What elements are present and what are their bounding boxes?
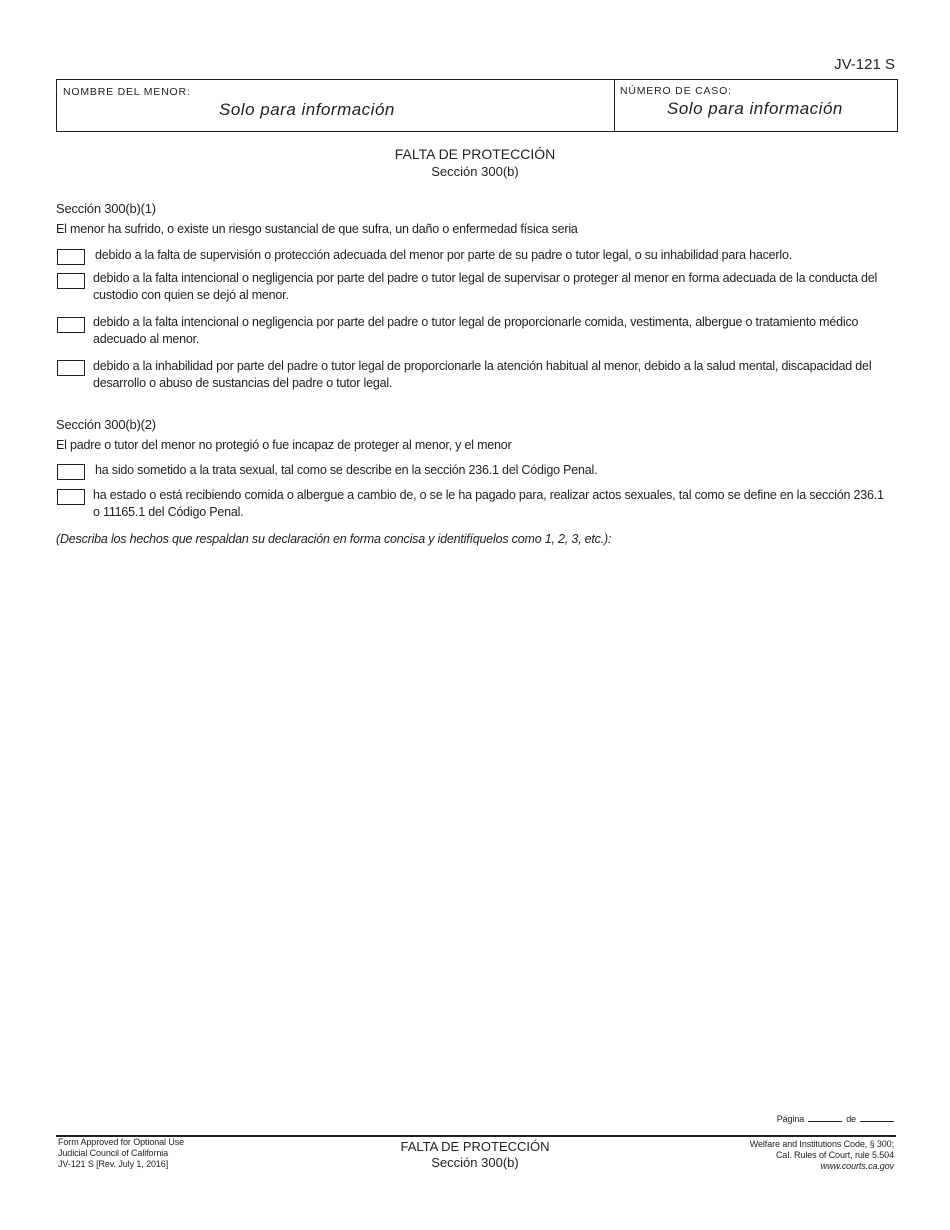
page-subtitle: Sección 300(b): [431, 164, 519, 179]
footer-revision: JV-121 S [Rev. July 1, 2016]: [58, 1159, 169, 1169]
footer-rule-ref: Cal. Rules of Court, rule 5.504: [776, 1150, 894, 1160]
case-number-label: NÚMERO DE CASO:: [620, 85, 732, 97]
footer-title: FALTA DE PROTECCIÓN: [400, 1139, 550, 1154]
footer-approval: Form Approved for Optional Use: [58, 1137, 185, 1147]
footer-website-link[interactable]: www.courts.ca.gov: [820, 1161, 894, 1171]
total-pages-field[interactable]: [860, 1112, 894, 1122]
section2-item2: ha estado o está recibiendo comida o albergue a cambio de, o se le ha pagado para, realizar actos sexuales, tal como se define en la sección 236.1 o 11165.1 del Código Penal.: [93, 488, 884, 519]
footer-council: Judicial Council of California: [58, 1148, 169, 1158]
form-number: JV-121 S: [834, 56, 895, 73]
child-name-label: NOMBRE DEL MENOR:: [63, 86, 191, 98]
section1-item4: debido a la inhabilidad por parte del padre o tutor legal de proporcionarle la atención habitual al menor, debido a la salud mental, discapacidad del desarrollo o abuso de sustancias del padre o tutor legal.: [93, 359, 872, 390]
facts-text-area[interactable]: [56, 555, 896, 1095]
of-label: de: [846, 1114, 856, 1124]
checkbox-300b1-item2[interactable]: [57, 273, 85, 289]
section1-item3: debido a la falta intencional o negligencia por parte del padre o tutor legal de proporcionarle comida, vestimenta, albergue o tratamiento médico adecuado al menor.: [93, 315, 859, 346]
caption-divider: [614, 80, 615, 131]
section1-heading: Sección 300(b)(1): [56, 201, 156, 216]
checkbox-300b2-item1[interactable]: [57, 464, 85, 480]
section1-item2: debido a la falta intencional o negligencia por parte del padre o tutor legal de supervisar o proteger al menor en forma adecuada de la conducta del custodio con quien se dejó al menor.: [93, 271, 878, 302]
checkbox-300b1-item4[interactable]: [57, 360, 85, 376]
page-field[interactable]: [808, 1112, 842, 1122]
footer-right: [750, 1139, 894, 1172]
checkbox-300b2-item2[interactable]: [57, 489, 85, 505]
caption-box: [56, 79, 898, 132]
section2-intro: El padre o tutor del menor no protegió o fue incapaz de proteger al menor, y el menor: [56, 438, 512, 452]
page-number: [777, 1112, 894, 1125]
child-name-field[interactable]: Solo para información: [219, 100, 395, 119]
case-number-field[interactable]: Solo para información: [667, 99, 843, 118]
page-title: FALTA DE PROTECCIÓN: [394, 146, 556, 162]
page-label: Página: [776, 1114, 805, 1124]
footer-subtitle: Sección 300(b): [431, 1155, 519, 1170]
instructions: (Describa los hechos que respaldan su declaración en forma concisa y identifíquelos como 1, 2, 3, etc.):: [56, 532, 612, 546]
section1-item1: debido a la falta de supervisión o protección adecuada del menor por parte de su padre o tutor legal, o su inhabilidad para hacerlo.: [95, 248, 792, 262]
footer-code: Welfare and Institutions Code, § 300;: [749, 1139, 894, 1149]
section1-intro: El menor ha sufrido, o existe un riesgo sustancial de que sufra, un daño o enfermedad física seria: [56, 222, 578, 236]
section2-heading: Sección 300(b)(2): [56, 417, 156, 432]
section2-item1: ha sido sometido a la trata sexual, tal como se describe en la sección 236.1 del Código Penal.: [95, 463, 598, 477]
checkbox-300b1-item1[interactable]: [57, 249, 85, 265]
checkbox-300b1-item3[interactable]: [57, 317, 85, 333]
